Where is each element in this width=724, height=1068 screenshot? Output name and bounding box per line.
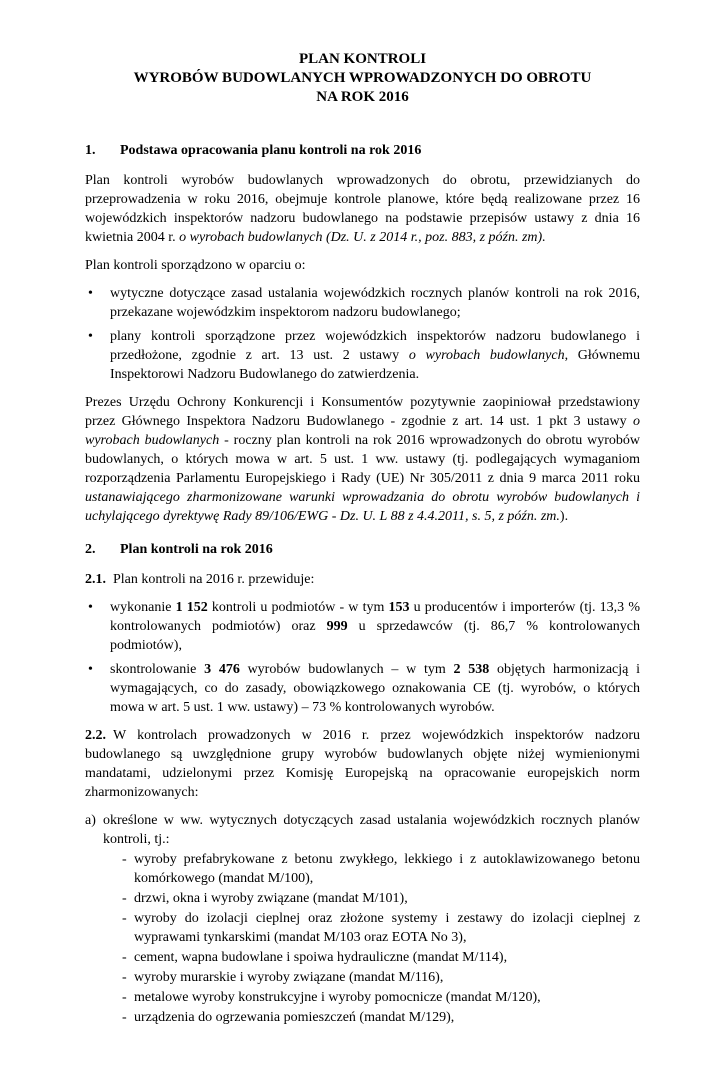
section-2-1-paragraph xyxy=(85,570,640,589)
mandate-item: - wyroby murarskie i wyroby związane (mandat M/116), xyxy=(122,968,640,987)
section-1-heading xyxy=(85,141,640,160)
text-run: Plan kontroli wyrobów budowlanych wprowadzonych do obrotu, przewidzianych do przeprowadzenia w roku 2016, obejmuje kontrole planowe, które będą realizowane przez 16 wojewódzkich inspektorów nadzoru budowlanego na podstawie przepisów ustawy z dnia 16 kwietnia 2004 r. xyxy=(85,173,640,245)
list-item xyxy=(85,598,640,655)
text-run-italic: o wyrobach budowlanych (Dz. U. z 2014 r., poz. 883, z późn. zm). xyxy=(179,230,546,245)
mandate-list xyxy=(85,850,640,1027)
text-run: określone w ww. wytycznych dotyczących zasad ustalania wojewódzkich rocznych planów kontroli, tj.: xyxy=(103,813,640,847)
text-run-italic: ustanawiającego zharmonizowane warunki wprowadzania do obrotu wyrobów budowlanych i uchylającego dyrektywę Rady 89/106/EWG - Dz. U. L 88 z 4.4.2011, s. 5, z późn. zm. xyxy=(85,490,640,524)
text-run: u sprzedawców (tj. 86,7 % kontrolowanych podmiotów), xyxy=(110,619,640,653)
section-2-number: 2. xyxy=(85,542,96,557)
list-item-a-marker: a) xyxy=(85,813,96,828)
section-2-2-number: 2.2. xyxy=(85,728,106,743)
title-line-1: PLAN KONTROLI xyxy=(298,51,427,67)
mandate-item: - drzwi, okna i wyroby związane (mandat M/101), xyxy=(122,889,640,908)
text-run-bold: 999 xyxy=(326,619,348,634)
mandate-item: - wyroby prefabrykowane z betonu zwykłego, lekkiego i z autoklawizowanego betonu komórkowego (mandat M/100), xyxy=(122,850,640,888)
document-title xyxy=(85,50,640,107)
section-1-number: 1. xyxy=(85,143,96,158)
list-item xyxy=(85,284,640,322)
text-run: Plan kontroli na 2016 r. przewiduje: xyxy=(113,572,315,587)
list-item xyxy=(85,660,640,717)
text-run-italic: o wyrobach budowlanych xyxy=(85,414,640,448)
text-run-bold: 2 538 xyxy=(453,662,490,677)
section-1-heading-text: Podstawa opracowania planu kontroli na rok 2016 xyxy=(120,143,422,158)
mandate-item: - cement, wapna budowlane i spoiwa hydrauliczne (mandat M/114), xyxy=(122,948,640,967)
text-run: , Głównemu Inspektorowi Nadzoru Budowlanego do zatwierdzenia. xyxy=(110,348,640,382)
basis-bullet-list xyxy=(85,284,640,384)
text-run-italic: o wyrobach budowlanych xyxy=(408,348,565,363)
list-item xyxy=(85,327,640,384)
text-run: kontroli u podmiotów - w tym xyxy=(207,600,389,615)
text-run: W kontrolach prowadzonych w 2016 r. przez wojewódzkich inspektorów nadzoru budowlanego są uwzględnione grupy wyrobów budowlanych objęte niżej wymienionymi mandatami, udzielonymi przez Komisję Europejską na opracowanie europejskich norm zharmonizowanych: xyxy=(85,728,640,800)
section-2-1-number: 2.1. xyxy=(85,572,106,587)
title-line-3: NA ROK 2016 xyxy=(316,89,409,105)
paragraph-list-intro xyxy=(85,256,640,275)
mandate-item: - urządzenia do ogrzewania pomieszczeń (mandat M/129), xyxy=(122,1008,640,1027)
text-run: wykonanie xyxy=(110,600,176,615)
paragraph-uokik-opinion xyxy=(85,393,640,526)
text-run: objętych harmonizacją i wymagających, co do zasady, obowiązkowego oznakowania CE (tj. wyrobów, o których mowa w art. 5 ust. 1 ww. ustawy) – 73 % kontrolowanych wyrobów. xyxy=(110,662,641,715)
text-run-bold: 1 152 xyxy=(175,600,208,615)
text-run: skontrolowanie xyxy=(110,662,205,677)
plan-figures-bullet-list xyxy=(85,598,640,717)
text-run-bold: 3 476 xyxy=(204,662,240,677)
text-run: - roczny plan kontroli na rok 2016 wprowadzonych do obrotu wyrobów budowlanych, o których mowa w art. 5 ust. 1 ww. ustawy (tj. podlegających wymaganiom rozporządzenia Parlamentu Europejskiego i Rady (UE) Nr 305/2011 z dnia 9 marca 2011 roku xyxy=(85,433,640,486)
title-line-2: WYROBÓW BUDOWLANYCH WPROWADZONYCH DO OBROTU xyxy=(133,70,592,86)
section-2-heading-text: Plan kontroli na rok 2016 xyxy=(120,542,273,557)
text-run: Prezes Urzędu Ochrony Konkurencji i Konsumentów pozytywnie zaopiniował przedstawiony przez Głównego Inspektora Nadzoru Budowlanego - zgodnie z art. 14 ust. 1 pkt 3 ustawy xyxy=(85,395,640,429)
text-run: wytyczne dotyczące zasad ustalania wojewódzkich rocznych planów kontroli na rok 2016, przekazane wojewódzkim inspektorom nadzoru budowlanego; xyxy=(110,286,640,320)
paragraph-legal-basis xyxy=(85,171,640,247)
mandate-item: - metalowe wyroby konstrukcyjne i wyroby pomocnicze (mandat M/120), xyxy=(122,988,640,1007)
text-run: wyrobów budowlanych – w tym xyxy=(239,662,454,677)
section-2-2-paragraph xyxy=(85,726,640,802)
text-run: Plan kontroli sporządzono w oparciu o: xyxy=(85,258,306,273)
mandate-item: - wyroby do izolacji cieplnej oraz złożone systemy i zestawy do izolacji cieplnej z wyprawami tynkarskimi (mandat M/103 oraz EOTA No 3), xyxy=(122,909,640,947)
text-run: ). xyxy=(559,509,569,524)
section-2-heading xyxy=(85,540,640,559)
text-run-bold: 153 xyxy=(388,600,410,615)
text-run: u producentów i importerów (tj. 13,3 % kontrolowanych podmiotów) oraz xyxy=(110,600,640,634)
list-item-a xyxy=(85,811,640,849)
text-run: plany kontroli sporządzone przez wojewódzkich inspektorów nadzoru budowlanego i przedłożone, zgodnie z art. 13 ust. 2 ustawy xyxy=(110,329,640,363)
